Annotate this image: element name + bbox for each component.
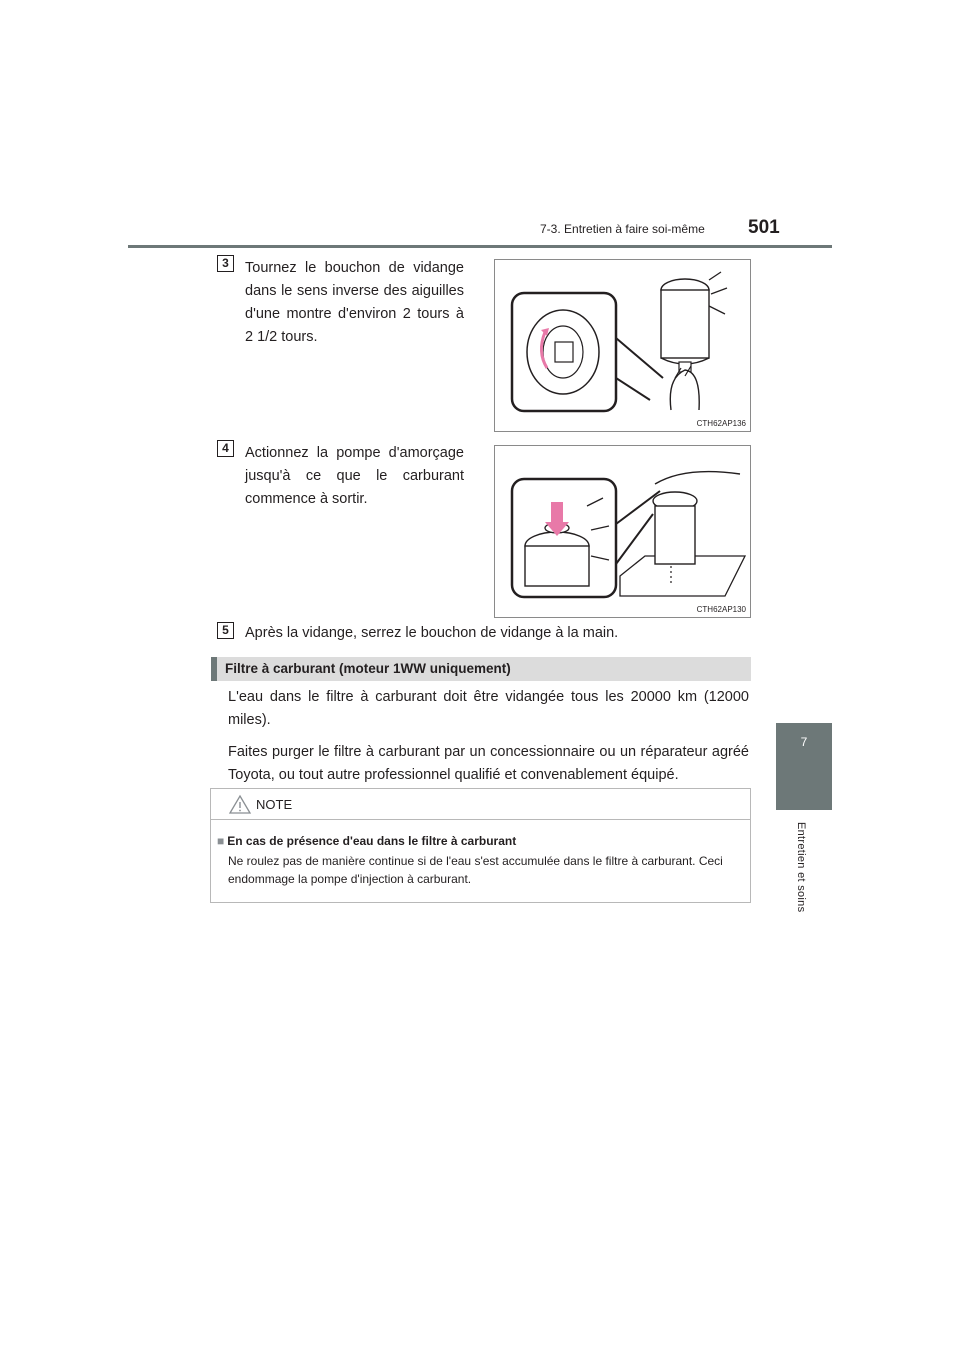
step-number-4: 4 xyxy=(217,440,234,457)
page-number: 501 xyxy=(748,217,780,238)
note-title: NOTE xyxy=(256,797,293,812)
section-heading-band xyxy=(211,657,751,681)
paragraph-water-drain: L'eau dans le filtre à carburant doit être vidangée tous les 20000 km (12000 miles). xyxy=(228,689,749,728)
priming-pump-illustration xyxy=(495,446,750,617)
section-title: Filtre à carburant (moteur 1WW uniquement) xyxy=(225,661,511,676)
note-body: Ne roulez pas de manière continue si de l'eau s'est accumulée dans le filtre à carburant. Ceci endommage la pompe d'injection à carburant. xyxy=(228,854,723,886)
chapter-title: Entretien et soins xyxy=(795,822,807,913)
chapter-tab xyxy=(776,723,832,810)
note-box xyxy=(210,788,751,903)
paragraph-dealer-service: Faites purger le filtre à carburant par un concessionnaire ou un réparateur agréé Toyota, ou tout autre professionnel qualifié et convenablement équipé. xyxy=(228,744,749,783)
figure-priming-pump xyxy=(494,445,751,618)
step-number-5: 5 xyxy=(217,622,234,639)
figure-code: CTH62AP130 xyxy=(696,605,746,614)
step-number-3: 3 xyxy=(217,255,234,272)
square-bullet-icon: ■ xyxy=(217,834,225,848)
note-heading xyxy=(217,834,516,848)
step-4-text: Actionnez la pompe d'amorçage jusqu'à ce que le carburant commence à sortir. xyxy=(245,445,464,507)
section-reference: 7-3. Entretien à faire soi-même xyxy=(540,222,705,236)
figure-code: CTH62AP136 xyxy=(696,419,746,428)
step-3-text: Tournez le bouchon de vidange dans le sens inverse des aiguilles d'une montre d'environ 2 tours à 2 1/2 tours. xyxy=(245,260,464,345)
note-heading-text: En cas de présence d'eau dans le filtre à carburant xyxy=(227,834,517,848)
note-divider xyxy=(211,819,750,820)
warning-triangle-icon xyxy=(228,794,252,815)
header-rule xyxy=(128,245,832,248)
step-5-text: Après la vidange, serrez le bouchon de vidange à la main. xyxy=(245,625,619,641)
drain-plug-illustration xyxy=(495,260,750,431)
figure-drain-plug xyxy=(494,259,751,432)
chapter-number: 7 xyxy=(800,735,808,749)
